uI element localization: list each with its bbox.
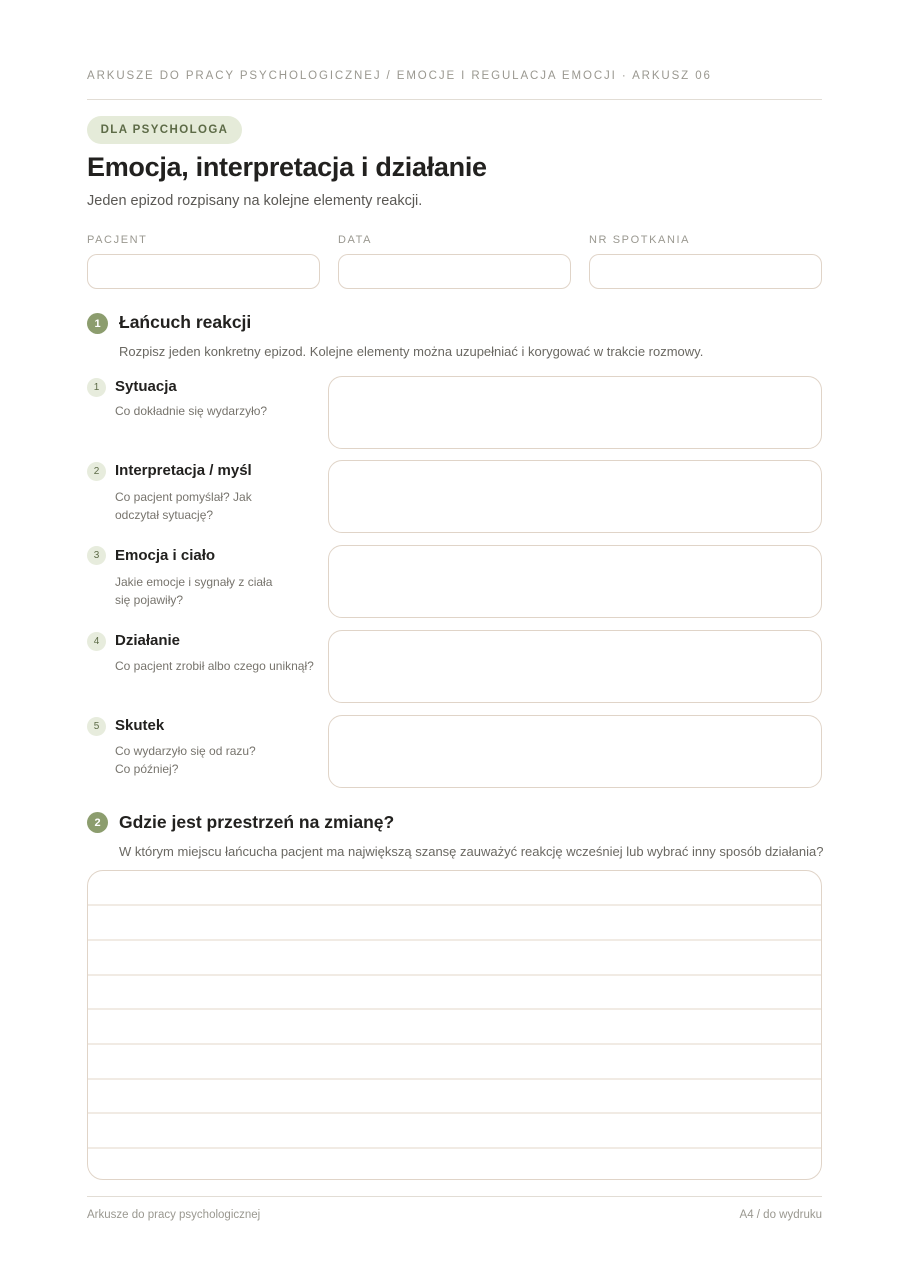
step-title-action: Działanie — [115, 632, 181, 649]
patient-field[interactable] — [87, 254, 320, 289]
step-title-interpretation: Interpretacja / myśl — [115, 462, 252, 479]
session-number-field[interactable] — [589, 254, 822, 289]
change-space-notes-area[interactable] — [87, 870, 822, 1180]
step-prompt: Co wydarzyło się od razu? Co później? — [115, 744, 256, 776]
breadcrumb: ARKUSZE DO PRACY PSYCHOLOGICZNEJ / EMOCJE I REGULACJA EMOCJI · ARKUSZ 06 — [87, 70, 712, 82]
outcome-input[interactable] — [328, 715, 822, 788]
patient-label: PACJENT — [87, 234, 148, 246]
emotion-body-input[interactable] — [328, 545, 822, 618]
interpretation-input[interactable] — [328, 460, 822, 533]
audience-badge: DLA PSYCHOLOGA — [87, 116, 242, 144]
worksheet-page — [87, 0, 822, 1287]
footer-divider — [87, 1196, 822, 1197]
section-number-badge: 2 — [87, 812, 108, 833]
ruled-line — [88, 1078, 821, 1080]
footer-series-name: Arkusze do pracy psychologicznej — [87, 1209, 261, 1221]
section-title: Łańcuch reakcji — [119, 312, 252, 332]
step-prompt: Co pacjent pomyślał? Jak odczytał sytuację? — [115, 490, 252, 522]
section-title: Gdzie jest przestrzeń na zmianę? — [119, 812, 395, 832]
page-title: Emocja, interpretacja i działanie — [87, 152, 487, 182]
step-number: 3 — [87, 546, 106, 565]
step-title-situation: Sytuacja — [115, 378, 177, 395]
situation-input[interactable] — [328, 376, 822, 449]
ruled-line — [88, 1112, 821, 1114]
ruled-line — [88, 1008, 821, 1010]
ruled-line — [88, 1043, 821, 1045]
date-label: DATA — [338, 234, 373, 246]
step-prompt: Co dokładnie się wydarzyło? — [115, 404, 268, 418]
ruled-line — [88, 904, 821, 906]
page-subtitle: Jeden epizod rozpisany na kolejne elementy reakcji. — [87, 193, 423, 209]
date-field[interactable] — [338, 254, 571, 289]
step-title-emotion: Emocja i ciało — [115, 547, 216, 564]
action-input[interactable] — [328, 630, 822, 703]
step-prompt: Jakie emocje i sygnały z ciała się pojawiły? — [115, 575, 273, 607]
section-description: W którym miejscu łańcucha pacjent ma największą szansę zauważyć reakcję wcześniej lub wybrać inny sposób działania? — [119, 844, 824, 859]
footer-print-format: A4 / do wydruku — [739, 1209, 822, 1221]
step-number: 5 — [87, 717, 106, 736]
header-divider — [87, 99, 822, 100]
step-number: 2 — [87, 462, 106, 481]
step-number: 4 — [87, 632, 106, 651]
step-prompt: Co pacjent zrobił albo czego uniknął? — [115, 659, 314, 673]
step-number: 1 — [87, 378, 106, 397]
step-title-outcome: Skutek — [115, 717, 165, 734]
session-number-label: NR SPOTKANIA — [589, 234, 691, 246]
ruled-line — [88, 1147, 821, 1149]
ruled-line — [88, 939, 821, 941]
section-number-badge: 1 — [87, 313, 108, 334]
ruled-line — [88, 974, 821, 976]
section-description: Rozpisz jeden konkretny epizod. Kolejne elementy można uzupełniać i korygować w trakcie rozmowy. — [119, 344, 704, 359]
